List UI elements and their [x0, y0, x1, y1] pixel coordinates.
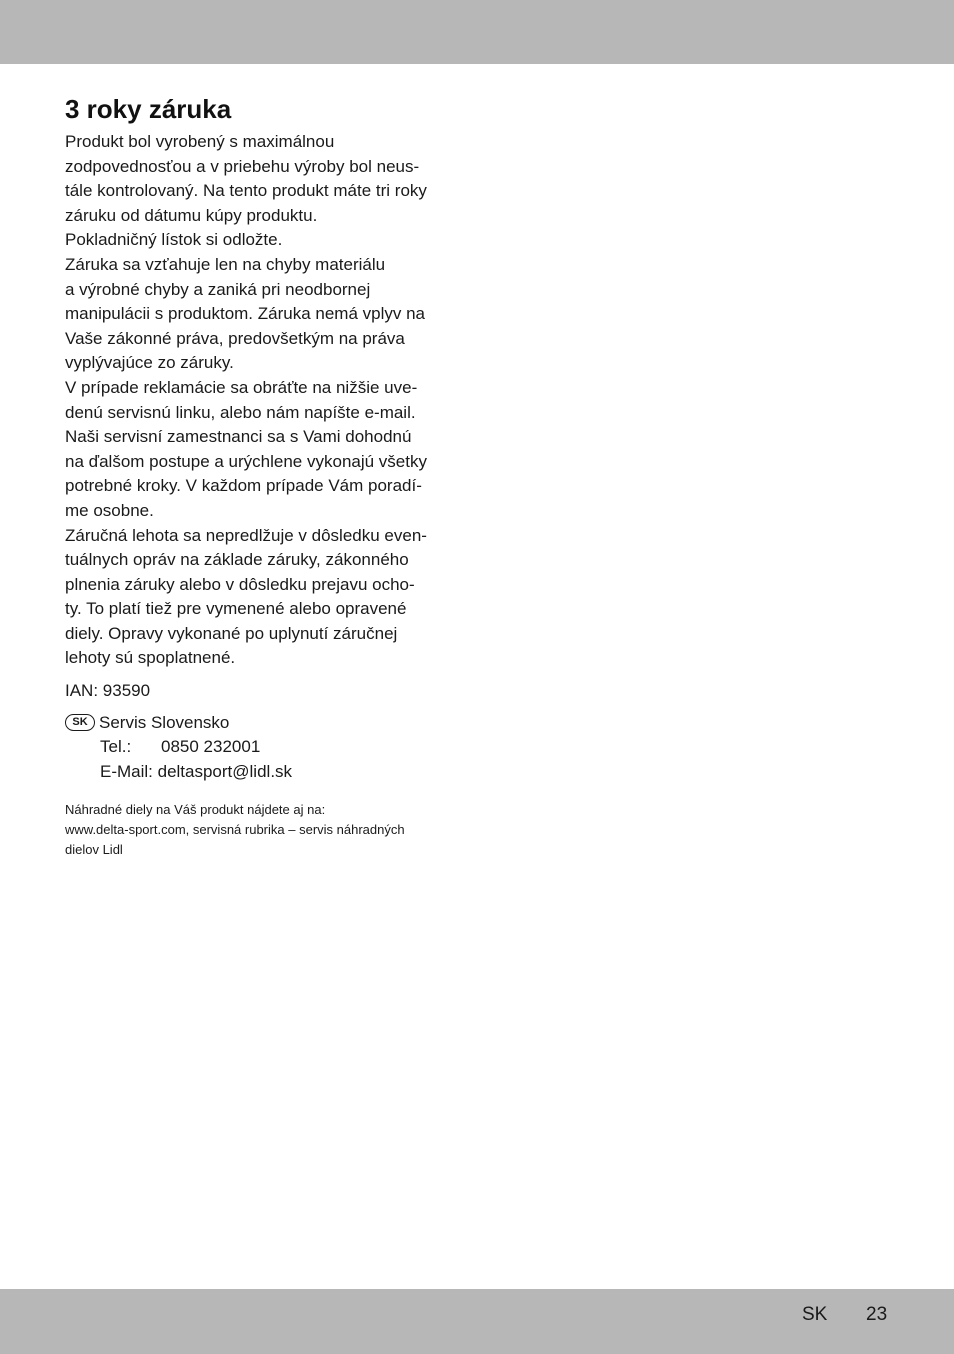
warranty-text: Produkt bol vyrobený s maximálnou zodpovednosťou a v priebehu výroby bol neus- tále kontrolovaný. Na tento produkt máte tri roky záruku od dátumu kúpy produktu. Pokladničný lístok si odložte. Záruka sa vzťahuje len na chyby materiálu a výrobné chyby a zaniká pri neodbornej manipulácii s produktom. Záruka nemá vplyv na Vaše zákonné práva, predovšetkým na práva vyplývajúce zo záruky. V prípade reklamácie sa obráťte na nižšie uve- denú servisnú linku, alebo nám napíšte e-mail. Naši servisní zamestnanci sa s Vami dohodnú na ďalšom postupe a urýchlene vykonajú všetky potrebné kroky. V každom prípade Vám poradí- me osobne. Záručná lehota sa nepredlžuje v dôsledku even- tuálnych opráv na základe záruky, zákonného plnenia záruky alebo v dôsledku prejavu ocho- ty. To platí tiež pre vymenené alebo opravené diely. Opravy vykonané po uplynutí záručnej lehoty sú spoplatnené.	[65, 132, 427, 668]
warranty-section	[65, 92, 465, 859]
spare-parts-note: Náhradné diely na Váš produkt nájdete aj na: www.delta-sport.com, servisná rubrika – servis náhradných dielov Lidl	[65, 802, 405, 857]
phone-number[interactable]: 0850 232001	[161, 737, 261, 757]
phone-label: Tel.:	[100, 737, 132, 757]
service-name-row	[65, 711, 465, 736]
service-name: Servis Slovensko	[99, 712, 230, 732]
footer-language: SK	[802, 1304, 828, 1325]
header-bar	[0, 0, 954, 64]
service-phone-row	[65, 735, 465, 760]
country-badge-icon: SK	[65, 714, 95, 731]
ian-number: IAN: 93590	[65, 681, 151, 701]
page-number: 23	[866, 1304, 888, 1325]
service-contact	[65, 711, 465, 785]
page-title: 3 roky záruka	[65, 94, 232, 124]
service-email[interactable]: E-Mail: deltasport@lidl.sk	[100, 761, 293, 781]
